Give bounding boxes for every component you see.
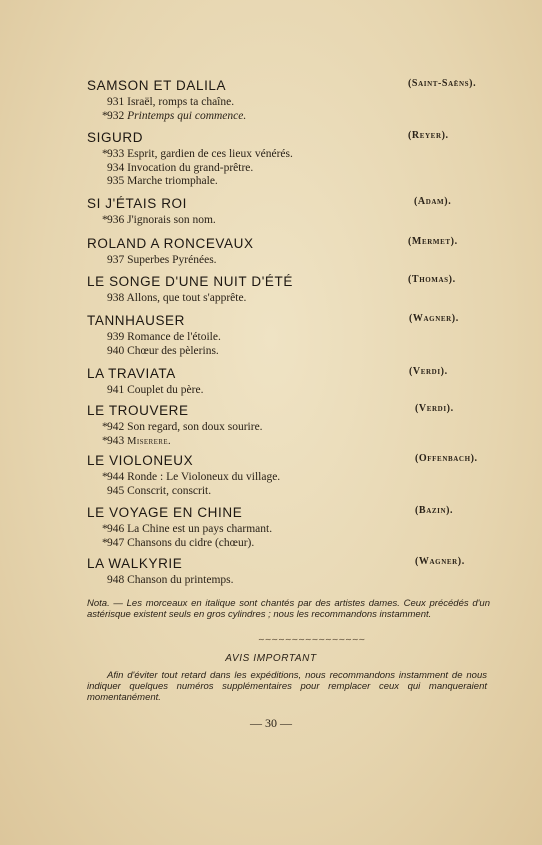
asterisk-mark: * (102, 148, 108, 160)
piece-item (107, 292, 497, 306)
piece-number: 939 (107, 331, 125, 343)
opera-entry (87, 556, 497, 588)
opera-entry (87, 196, 497, 228)
piece-title: Son regard, son doux sourire. (127, 421, 263, 433)
composer-name: (Reyer). (408, 130, 449, 141)
opera-title: SAMSON ET DALILA (87, 78, 227, 93)
piece-number: 936 (107, 214, 125, 226)
note-paragraph: Nota. — Les morceaux en italique sont chantés par des artistes dames. Ceux précédés d'un astérisque existent seuls en gros cylindres ; nous les recommandons instamment. (87, 598, 490, 620)
piece-title: Chœur des pèlerins. (127, 344, 219, 357)
asterisk-mark: * (102, 523, 108, 535)
opera-title: LA TRAVIATA (87, 366, 176, 381)
piece-item (102, 421, 497, 435)
piece-title: Allons, que tout s'apprête. (126, 292, 247, 304)
piece-item (107, 384, 497, 398)
piece-list (107, 384, 497, 398)
piece-number: 934 (107, 161, 125, 174)
piece-list (102, 96, 497, 123)
asterisk-mark: * (102, 434, 108, 447)
piece-item (107, 254, 497, 268)
piece-title: Romance de l'étoile. (127, 331, 221, 343)
opera-title: LE TROUVERE (87, 403, 189, 418)
piece-number: 938 (107, 292, 125, 304)
opera-title: ROLAND A RONCEVAUX (87, 236, 254, 251)
piece-number: 946 (107, 523, 125, 535)
piece-list (107, 292, 497, 306)
piece-number: 933 (107, 148, 125, 160)
piece-list (102, 214, 497, 228)
piece-title: J'ignorais son nom. (127, 214, 216, 226)
opera-entry (87, 453, 497, 498)
piece-number: 947 (107, 536, 125, 549)
opera-entry (87, 403, 497, 448)
asterisk-mark: * (102, 536, 108, 549)
piece-title: Couplet du père. (127, 384, 204, 396)
composer-name: (Offenbach). (415, 453, 478, 464)
composer-name: (Adam). (414, 196, 452, 207)
piece-item (102, 536, 497, 551)
composer-name: (Wagner). (415, 556, 465, 567)
piece-title: Miserere. (127, 435, 172, 447)
opera-title: SI J'ÉTAIS ROI (87, 196, 187, 211)
piece-number: 935 (107, 175, 125, 187)
piece-list (102, 523, 497, 550)
important-heading: AVIS IMPORTANT (225, 653, 317, 664)
piece-title: Chanson du printemps. (127, 574, 234, 586)
opera-entry (87, 313, 497, 358)
piece-item (107, 175, 497, 189)
piece-list (107, 254, 497, 268)
piece-item (102, 434, 497, 449)
composer-name: (Wagner). (409, 313, 459, 324)
page-number: — 30 — (250, 716, 292, 730)
piece-item (107, 96, 497, 110)
piece-item (102, 523, 497, 537)
composer-name: (Verdi). (409, 366, 448, 377)
piece-number: 940 (107, 344, 125, 357)
opera-title: TANNHAUSER (87, 313, 186, 328)
opera-entry (87, 505, 497, 550)
piece-item (102, 109, 497, 124)
piece-list (107, 574, 497, 588)
opera-title: LE VIOLONEUX (87, 453, 194, 468)
piece-title: La Chine est un pays charmant. (127, 523, 273, 535)
piece-title: Ronde : Le Violoneux du village. (127, 471, 281, 483)
piece-title: Superbes Pyrénées. (127, 254, 217, 266)
piece-list (102, 471, 497, 498)
piece-list (102, 421, 497, 448)
opera-entry (87, 130, 497, 189)
piece-title: Chansons du cidre (chœur). (127, 536, 255, 549)
composer-name: (Bazin). (415, 505, 454, 516)
piece-number: 941 (107, 384, 125, 396)
asterisk-mark: * (102, 421, 108, 433)
piece-number: 945 (107, 484, 125, 497)
piece-number: 931 (107, 96, 125, 108)
piece-title: Invocation du grand-prêtre. (127, 161, 254, 174)
opera-entry (87, 366, 497, 398)
piece-number: 943 (107, 434, 125, 447)
piece-title: Esprit, gardien de ces lieux vénérés. (127, 148, 293, 160)
piece-item (102, 471, 497, 485)
opera-entry (87, 274, 497, 306)
opera-entry (87, 236, 497, 268)
composer-name: (Verdi). (415, 403, 454, 414)
piece-number: 932 (107, 109, 125, 122)
ornamental-divider: ∼∼∼∼∼∼∼∼∼∼∼∼∼∼∼∼ (258, 635, 366, 644)
piece-title: Conscrit, conscrit. (127, 484, 212, 497)
piece-item (107, 162, 497, 176)
opera-title: LE SONGE D'UNE NUIT D'ÉTÉ (87, 274, 293, 289)
piece-item (102, 148, 497, 162)
piece-item (107, 485, 497, 499)
important-paragraph: Afin d'éviter tout retard dans les expéditions, nous recommandons instamment de nous indiquer quelques numéros supplémentaires pour remplacer ceux qui manqueraient momentanément. (87, 670, 487, 703)
piece-title: Printemps qui commence. (127, 109, 247, 122)
composer-name: (Saint-Saëns). (408, 78, 477, 89)
asterisk-mark: * (102, 471, 108, 483)
piece-item (107, 331, 497, 345)
piece-item (107, 574, 497, 588)
opera-entry (87, 78, 497, 123)
piece-number: 948 (107, 574, 125, 586)
piece-title: Marche triomphale. (127, 175, 218, 187)
composer-name: (Thomas). (408, 274, 456, 285)
composer-name: (Mermet). (408, 236, 458, 247)
piece-title: Israël, romps ta chaîne. (127, 96, 235, 108)
piece-number: 944 (107, 471, 125, 483)
piece-list (107, 331, 497, 358)
piece-item (107, 345, 497, 359)
opera-title: LA WALKYRIE (87, 556, 183, 571)
piece-number: 937 (107, 254, 125, 266)
opera-title: SIGURD (87, 130, 144, 145)
asterisk-mark: * (102, 214, 108, 226)
piece-number: 942 (107, 421, 125, 433)
opera-title: LE VOYAGE EN CHINE (87, 505, 243, 520)
asterisk-mark: * (102, 109, 108, 122)
piece-item (102, 214, 497, 228)
piece-list (102, 148, 497, 189)
